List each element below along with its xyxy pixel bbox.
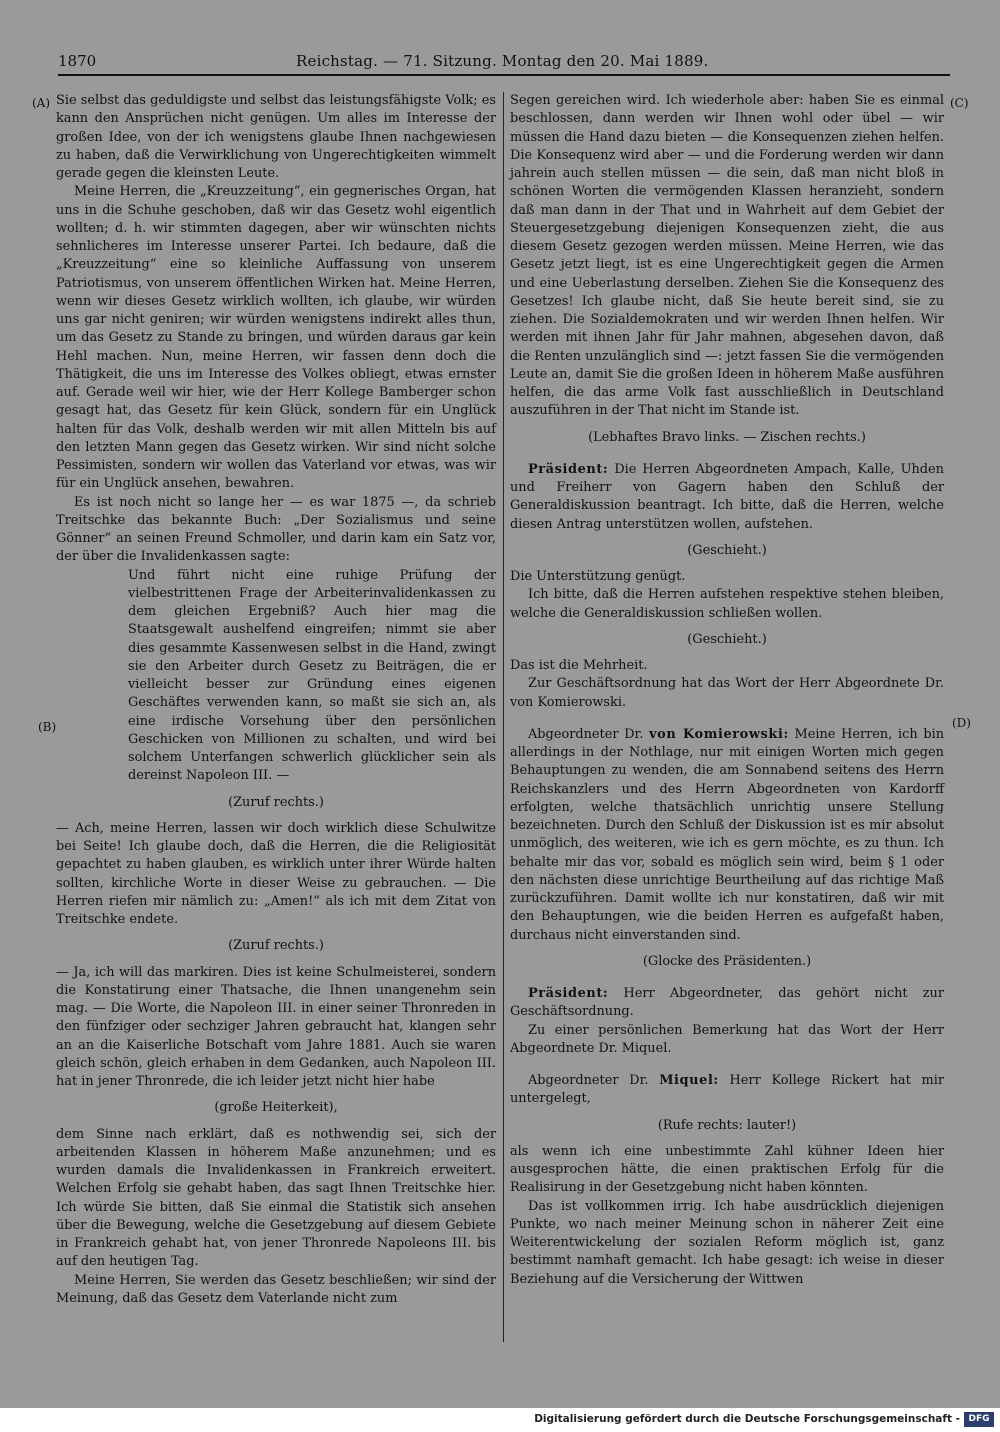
right-column [510, 92, 944, 1289]
body-paragraph: Meine Herren, die „Kreuzzeitung“, ein gegnerisches Organ, hat uns in die Schuhe geschoben, daß wir das Gesetz wohl eigentlich wollten; d. h. wir stimmten dagegen, aber wir wünschten nichts sehnlicheres im Interesse unserer Partei. Ich bedaure, daß die „Kreuzzeitung“ eine so kleinliche Auffassung von unserem Patriotismus, von unserem öffentlichen Wirken hat. Meine Herren, wenn wir dieses Gesetz wirklich wollten, ich glaube, wir würden uns gar nicht geniren; wir würden wenigstens indirekt alles thun, um das Gesetz zu Stande zu bringen, und würden daraus gar kein Hehl machen. Nun, meine Herren, wir fassen denn doch die Thätigkeit, die uns im Interesse des Volkes obliegt, etwas ernster auf. Gerade weil wir hier, wie der Herr Kollege Bamberger schon gesagt hat, das Gesetz für kein Glück, sondern für ein Unglück halten für das Volk, deshalb werden wir mit allen Mitteln bis auf den letzten Mann gegen das Gesetz wirken. Wir sind nicht solche Pessimisten, sondern wir wollen das Vaterland vor etwas, was wir für ein Unglück ansehen, bewahren. [56, 184, 496, 492]
body-paragraph: Zu einer persönlichen Bemerkung hat das Wort der Herr Abgeordnete Dr. Miquel. [510, 1022, 944, 1056]
running-title: Reichstag. — 71. Sitzung. Montag den 20. Mai 1889. [296, 52, 709, 70]
header-rule [58, 74, 950, 76]
speech-text: Herr Kollege Rickert hat mir untergelegt, [510, 1073, 945, 1107]
body-paragraph: Sie selbst das geduldigste und selbst das leistungsfähigste Volk; es kann den Ansprüchen nicht genügen. Um alles im Interesse der großen Idee, von der ich wenigstens glaube Ihnen nachgewiesen zu haben, daß die Verwirklichung von Ungerechtigkeiten wimmelt gerade gegen die kleinsten Leute. [56, 93, 496, 181]
body-paragraph: Das ist die Mehrheit. [510, 658, 648, 673]
speaker-paragraph [510, 461, 944, 534]
stage-direction: (Zuruf rechts.) [228, 938, 324, 954]
stage-direction: (große Heiterkeit), [214, 1100, 338, 1116]
speaker-name: Präsident: [528, 986, 609, 1001]
speech-text: Die Herren Abgeordneten Ampach, Kalle, Uhden und Freiherr von Gagern haben den Schluß der Generaldiskussion beantragt. Ich bitte, daß die Herren, welche diesen Antrag unterstützen wollen, aufstehen. [510, 461, 944, 532]
body-paragraph: Es ist noch nicht so lange her — es war 1875 —, da schrieb Treitschke das bekannte Buch: „Der Sozialismus und seine Gönner“ an seinen Freund Schmoller, und darin kam ein Satz vor, der über die Invalidenkassen sagte: [56, 494, 496, 565]
stage-direction: (Glocke des Präsidenten.) [642, 953, 812, 969]
speaker-title: Abgeordneter Dr. [528, 1073, 660, 1088]
left-column [56, 92, 496, 1308]
speaker-title: Abgeordneter Dr. [528, 726, 650, 742]
footer-credit: Digitalisierung gefördert durch die Deutsche Forschungsgemeinschaft - [534, 1413, 960, 1425]
body-paragraph: Meine Herren, Sie werden das Gesetz beschließen; wir sind der Meinung, daß das Gesetz dem Vaterlande nicht zum [56, 1272, 496, 1306]
margin-marker-b: (B) [38, 720, 57, 734]
body-paragraph: — Ja, ich will das markiren. Dies ist keine Schulmeisterei, sondern die Konstatirung einer Thatsache, die Ihnen unangenehm sein mag. — Die Worte, die Napoleon III. in einer seiner Thronreden in den fünfziger oder sechziger Jahren gebraucht hat, klangen sehr an an die Kaiserliche Botschaft vom Jahre 1881. Auch sie waren gleich schön, gleich erhaben in dem Gedanken, auch Napoleon III. hat in jener Thronrede, die ich leider jetzt nicht hier habe [56, 964, 496, 1089]
body-paragraph: Die Unterstützung genügt. [510, 569, 686, 584]
page-header [58, 50, 948, 72]
margin-marker-a: (A) [32, 96, 51, 110]
speech-text: Meine Herren, ich bin allerdings in der Nothlage, nur mit einigen Worten mich gegen Behauptungen zu wenden, die am Sonnabend seitens des Herrn Reichskanzlers und des Herrn Abgeordneten von Kardorff erfolgten, welche thatsächlich unrichtig unsere Stellung bezeichneten. Durch den Schluß der Diskussion ist es mir absolut unmöglich, des weiteren, wie ich es gern möchte, es zu thun. Ich behalte mir das vor, sobald es möglich sein wird, beim § 1 oder den nächsten diese unrichtige Beurtheilung auf das richtige Maß zurückzuführen. Damit wollte ich nur konstatiren, daß wir mit den Behauptungen, wie die beiden Herren es aufgefaßt haben, durchaus nicht einverstanden sind. [510, 726, 945, 943]
speaker-name: Miquel: [659, 1073, 719, 1088]
stage-direction: (Zuruf rechts.) [228, 794, 324, 810]
speaker-paragraph [510, 1072, 944, 1109]
margin-marker-d: (D) [952, 716, 971, 730]
column-divider [503, 92, 504, 1342]
stage-direction: (Geschieht.) [687, 631, 767, 647]
margin-marker-c: (C) [950, 96, 969, 110]
body-paragraph: Segen gereichen wird. Ich wiederhole aber: haben Sie es einmal beschlossen, dann werden wir Ihnen wohl oder übel — wir müssen die Hand dazu bieten — die Konsequenzen ziehen helfen. Die Konsequenz wird aber — und die Forderung werden wir dann jahrein auch stellen müssen — die sein, daß man nicht bloß in schönen Worten die vermögenden Klassen heranzieht, sondern daß man dann in der That und in Wahrheit auf dem Gebiet der Steuergesetzgebung diejenigen Konsequenzen zieht, die aus diesem Gesetz gezogen werden müssen. Meine Herren, wie das Gesetz jetzt liegt, ist es eine Ungerechtigkeit gegen die Armen und eine Ueberlastung derselben. Ziehen Sie die Konsequenz des Gesetzes! Ich glaube nicht, daß Sie heute bereit sind, sie zu ziehen. Die Sozialdemokraten und wir werden Ihnen helfen. Wir werden mit ihnen Jahr für Jahr mahnen, abgesehen davon, daß die Renten unzulänglich sind —: jetzt fassen Sie die vermögenden Leute an, damit Sie die großen Ideen in höherem Maße ausführen helfen, die das arme Volk fast ausschließlich in Deutschland auszuführen in der That nicht im Stande ist. [510, 93, 944, 419]
speaker-paragraph [510, 726, 944, 945]
page-number: 1870 [58, 52, 97, 70]
speaker-name: von Komierowski: [649, 726, 789, 742]
footer-bar [0, 1408, 1000, 1432]
stage-direction: (Geschieht.) [687, 542, 767, 558]
speaker-paragraph [510, 985, 944, 1022]
block-quote: Und führt nicht eine ruhige Prüfung der vielbestrittenen Frage der Arbeiterinvalidenkassen zu dem gleichen Ergebniß? Auch hier mag die Staatsgewalt aushelfend eingreifen; nimmt sie aber dies gesammte Kassenwesen selbst in die Hand, zwingt sie den Arbeiter durch Gesetz zu Beiträgen, die er vielleicht besser zur Gründung eines eigenen Geschäftes verwenden kann, so maßt sie sich an, als eine irdische Vorsehung über den persönlichen Geschicken von Millionen zu schalten, und wird bei solchem Unterfangen schwerlich glücklicher sein als dereinst Napoleon III. — [128, 567, 496, 784]
stage-direction: (Lebhaftes Bravo links. — Zischen rechts.) [588, 429, 866, 445]
dfg-logo: DFG [964, 1412, 994, 1427]
body-paragraph: Das ist vollkommen irrig. Ich habe ausdrücklich diejenigen Punkte, wo nach meiner Meinung schon in näherer Zeit eine Weiterentwickelung der sozialen Reform möglich ist, ganz bestimmt namhaft gemacht. Ich habe gesagt: ich weise in dieser Beziehung auf die Versicherung der Wittwen [510, 1198, 944, 1287]
speech-text: Herr Abgeordneter, das gehört nicht zur Geschäftsordnung. [510, 986, 944, 1020]
body-paragraph: dem Sinne nach erklärt, daß es nothwendig sei, sich der arbeitenden Klassen in höherem Maße anzunehmen; und es wurden damals die Invalidenkassen in Frankreich erweitert. Welchen Erfolg sie gehabt haben, das sagt Ihnen Treitschke hier. Ich würde Sie bitten, daß Sie einmal die Statistik sich ansehen über die Bewegung, welche die Gesetzgebung auf diesem Gebiete in Frankreich gehabt hat, von jener Thronrede Napoleons III. bis auf den heutigen Tag. [56, 1126, 496, 1270]
body-paragraph: als wenn ich eine unbestimmte Zahl kühner Ideen hier ausgesprochen hätte, die einen praktischen Erfolg für die Realisirung in der Gesetzgebung nicht haben könnten. [510, 1143, 944, 1196]
body-paragraph: Zur Geschäftsordnung hat das Wort der Herr Abgeordnete Dr. von Komierowski. [510, 676, 944, 710]
body-paragraph: — Ach, meine Herren, lassen wir doch wirklich diese Schulwitze bei Seite! Ich glaube doch, daß die Herren, die die Religiosität gepachtet zu haben glauben, es wirklich unter ihrer Würde halten sollten, kirchliche Worte in dieser Weise zu gebrauchen. — Die Herren riefen mir nämlich zu: „Amen!“ als ich mit dem Zitat von Treitschke endete. [56, 820, 496, 927]
speaker-name: Präsident: [528, 461, 609, 477]
body-paragraph: Ich bitte, daß die Herren aufstehen respektive stehen bleiben, welche die Generaldiskussion schließen wollen. [510, 587, 944, 621]
stage-direction: (Rufe rechts: lauter!) [657, 1117, 797, 1133]
